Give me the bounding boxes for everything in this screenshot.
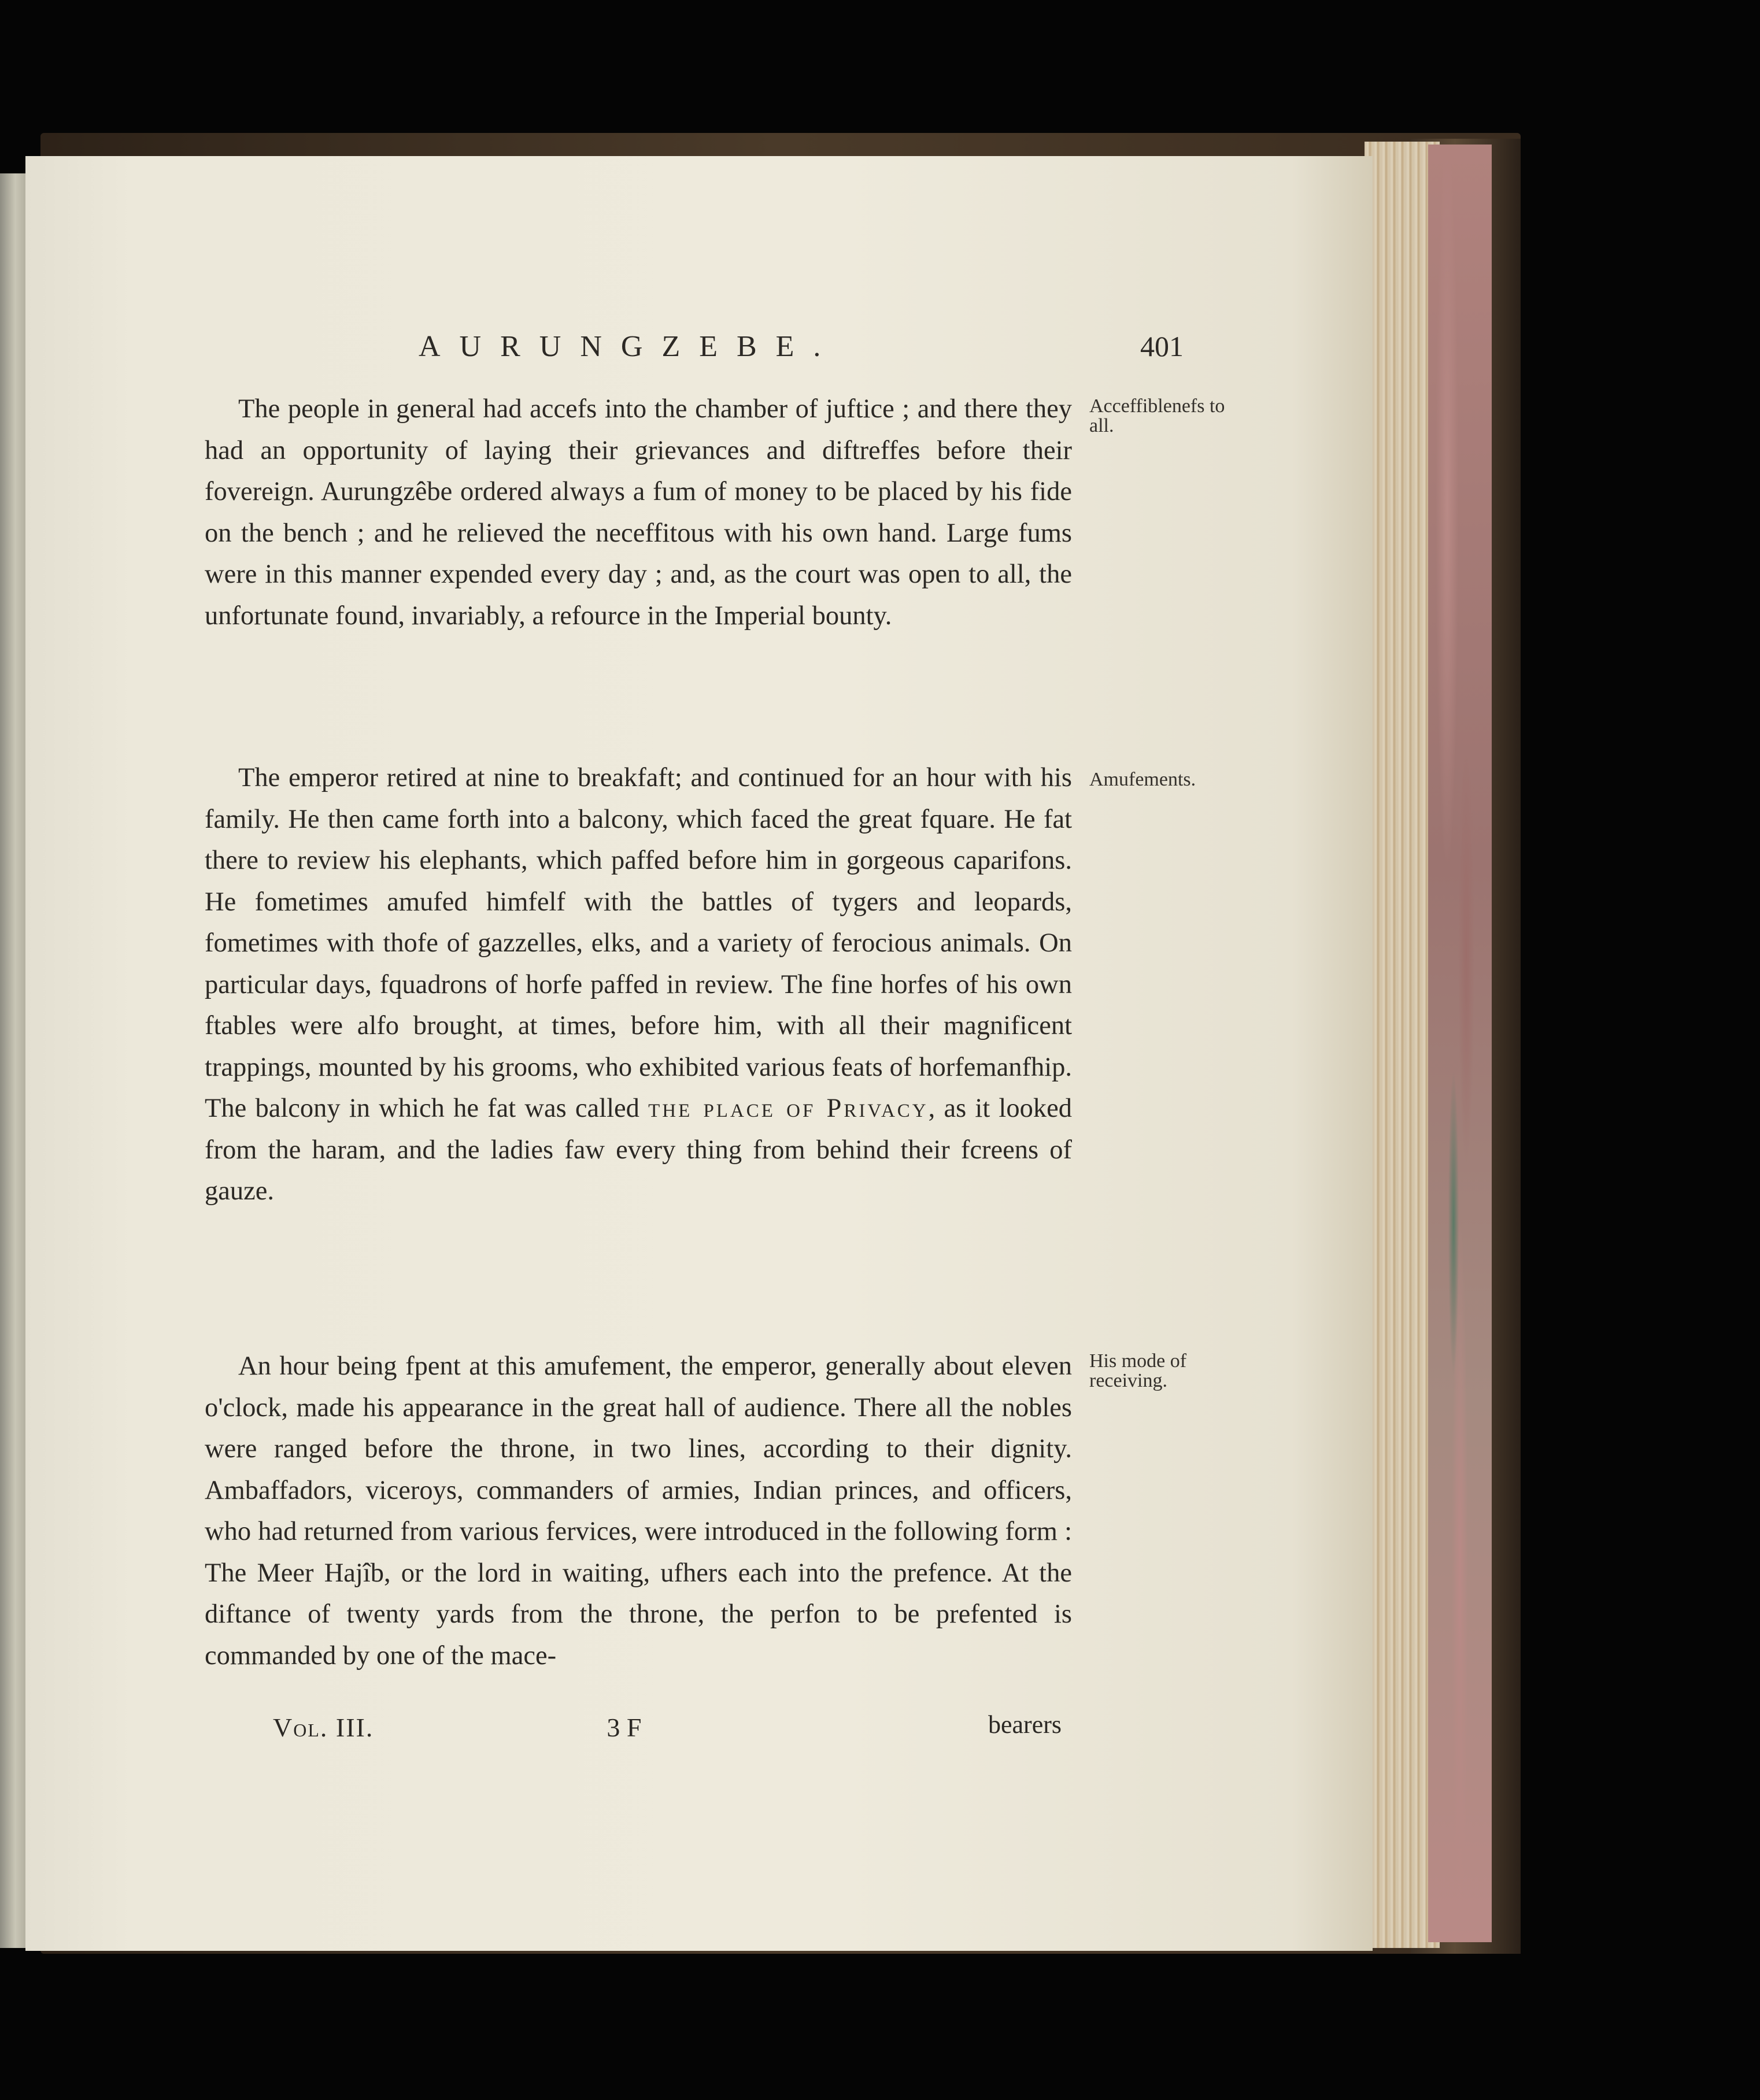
page-number: 401 xyxy=(1140,330,1184,362)
marginal-note-accessibleness: Acceffiblenefs to all. xyxy=(1089,395,1225,436)
marginal-note-amusements: Amufements. xyxy=(1089,769,1196,790)
marginal-note-mode-of-receiving: His mode of receiving. xyxy=(1089,1350,1187,1391)
footer-volume-signature xyxy=(273,1712,641,1743)
paragraph-1 xyxy=(205,388,1072,636)
paragraph-1-text: The people in general had accefs into the chamber of juftice ; and there they had an opportunity of laying their grievances and diftreffes before their fovereign. Aurungzêbe ordered always a fum of money to be placed by his fide on the bench ; and he relieved the neceffitous with his own hand. Large fums were in this manner expended every day ; and, as the court was open to all, the unfortunate found, invariably, a refource in the Imperial bounty. xyxy=(205,394,1072,631)
place-of-privacy-term: the place of Privacy xyxy=(648,1094,929,1123)
paragraph-3-text: An hour being fpent at this amufement, the emperor, generally about eleven o'clock, made his appearance in the great hall of audience. There all the nobles were ranged before the throne, in two lines, according to their dignity. Ambaffadors, viceroys, commanders of armies, Indian princes, and officers, who had returned from various fervices, were introduced in the following form : The Meer Hajîb, or the lord in waiting, ufhers each into the prefence. At the diftance of twenty yards from the throne, the perfon to be prefented is commanded by one of the mace- xyxy=(205,1351,1072,1671)
marbled-endpaper xyxy=(1428,145,1492,1942)
paragraph-2-text: The emperor retired at nine to breakfaft; and continued for an hour with his family. He then came forth into a balcony, which faced the great fquare. He fat there to review his elephants, which paffed before him in gorgeous caparifons. He fometimes amufed himfelf with the battles of tygers and leopards, fometimes with thofe of gazzelles, elks, and a variety of ferocious animals. On particular days, fquadrons of horfe paffed in review. The fine horfes of his own ftables were alfo brought, at times, before him, with all their magnificent trappings, mounted by his grooms, who exhibited various feats of horfemanfhip. The balcony in which he fat was called xyxy=(205,763,1072,1123)
catchword: bearers xyxy=(988,1710,1062,1739)
paragraph-3 xyxy=(205,1346,1072,1676)
volume-label: Vol. III. xyxy=(273,1713,374,1742)
signature-mark: 3 F xyxy=(607,1713,642,1742)
paragraph-2 xyxy=(205,757,1072,1212)
book-page xyxy=(25,156,1373,1951)
running-title: AURUNGZEBE. xyxy=(419,330,840,363)
paragraph-2-text-end: , as it looked from the haram, and the ladies faw every thing from behind their fcreens of gauze. xyxy=(205,1094,1072,1206)
adjacent-page-edge xyxy=(0,173,25,1948)
